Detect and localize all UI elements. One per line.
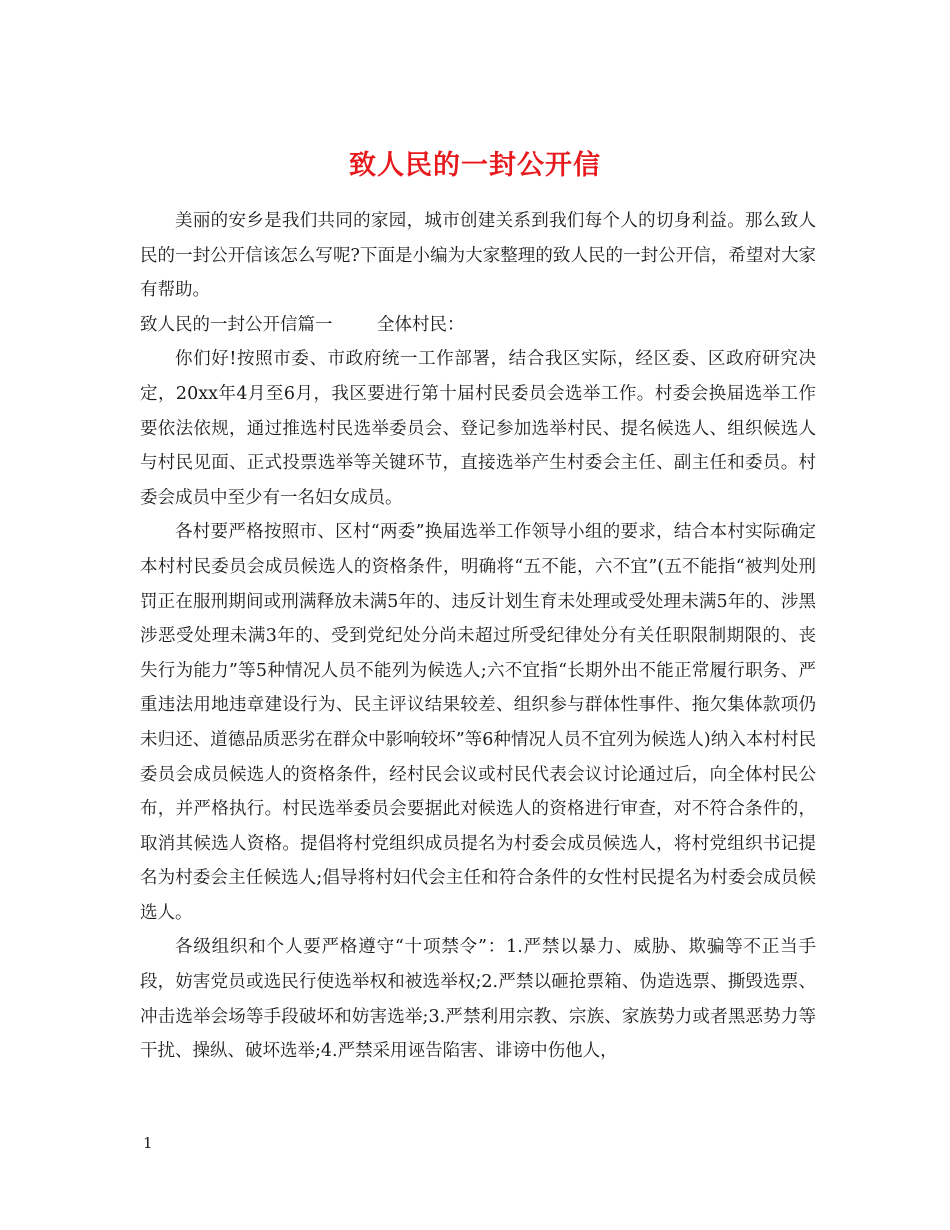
page-number: 1 xyxy=(143,1134,153,1152)
body-paragraph: 各级组织和个人要严格遵守“十项禁令”：1.严禁以暴力、威胁、欺骗等不正当手段，妨害党员或选民行使选举权和被选举权;2.严禁以砸抢票箱、伪造选票、撕毁选票、冲击选举会场等手段破坏和妨害选举;3.严禁利用宗教、宗族、家族势力或者黑恶势力等干扰、操纵、破坏选举;4.严禁采用诬告陷害、诽谤中伤他人， xyxy=(140,937,816,1062)
intro-paragraph: 美丽的安乡是我们共同的家园，城市创建关系到我们每个人的切身利益。那么致人民的一封公开信该怎么写呢?下面是小编为大家整理的致人民的一封公开信，希望对大家有帮助。 xyxy=(140,211,816,301)
document-title: 致人民的一封公开信 xyxy=(349,150,601,182)
section-heading: 致人民的一封公开信篇一 全体村民： xyxy=(140,314,465,335)
body-paragraph: 各村要严格按照市、区村“两委”换届选举工作领导小组的要求，结合本村实际确定本村村民委员会成员候选人的资格条件，明确将“五不能，六不宜”(五不能指“被判处刑罚正在服刑期间或刑满释放未满5年的、违反计划生育未处理或受处理未满5年的、涉黑涉恶受处理未满3年的、受到党纪处分尚未超过所受纪律处分有关任职限制期限的、丧失行为能力”等5种情况人员不能列为候选人;六不宜指“长期外出不能正常履行职务、严重违法用地违章建设行为、民主评议结果较差、组织参与群体性事件、拖欠集体款项仍未归还、道德品质恶劣在群众中影响较坏”等6种情况人员不宜列为候选人)纳入本村村民委员会成员候选人的资格条件，经村民会议或村民代表会议讨论通过后，向全体村民公布，并严格执行。村民选举委员会要据此对候选人的资格进行审查，对不符合条件的，取消其候选人资格。提倡将村党组织成员提名为村委会成员候选人，将村党组织书记提名为村委会主任候选人;倡导将村妇代会主任和符合条件的女性村民提名为村委会成员候选人。 xyxy=(140,522,816,923)
document-body xyxy=(140,204,816,1069)
body-paragraph: 你们好!按照市委、市政府统一工作部署，结合我区实际，经区委、区政府研究决定，20xx年4月至6月，我区要进行第十届村民委员会选举工作。村委会换届选举工作要依法依规，通过推选村民选举委员会、登记参加选举村民、提名候选人、组织候选人与村民见面、正式投票选举等关键环节，直接选举产生村委会主任、副主任和委员。村委会成员中至少有一名妇女成员。 xyxy=(140,349,816,508)
